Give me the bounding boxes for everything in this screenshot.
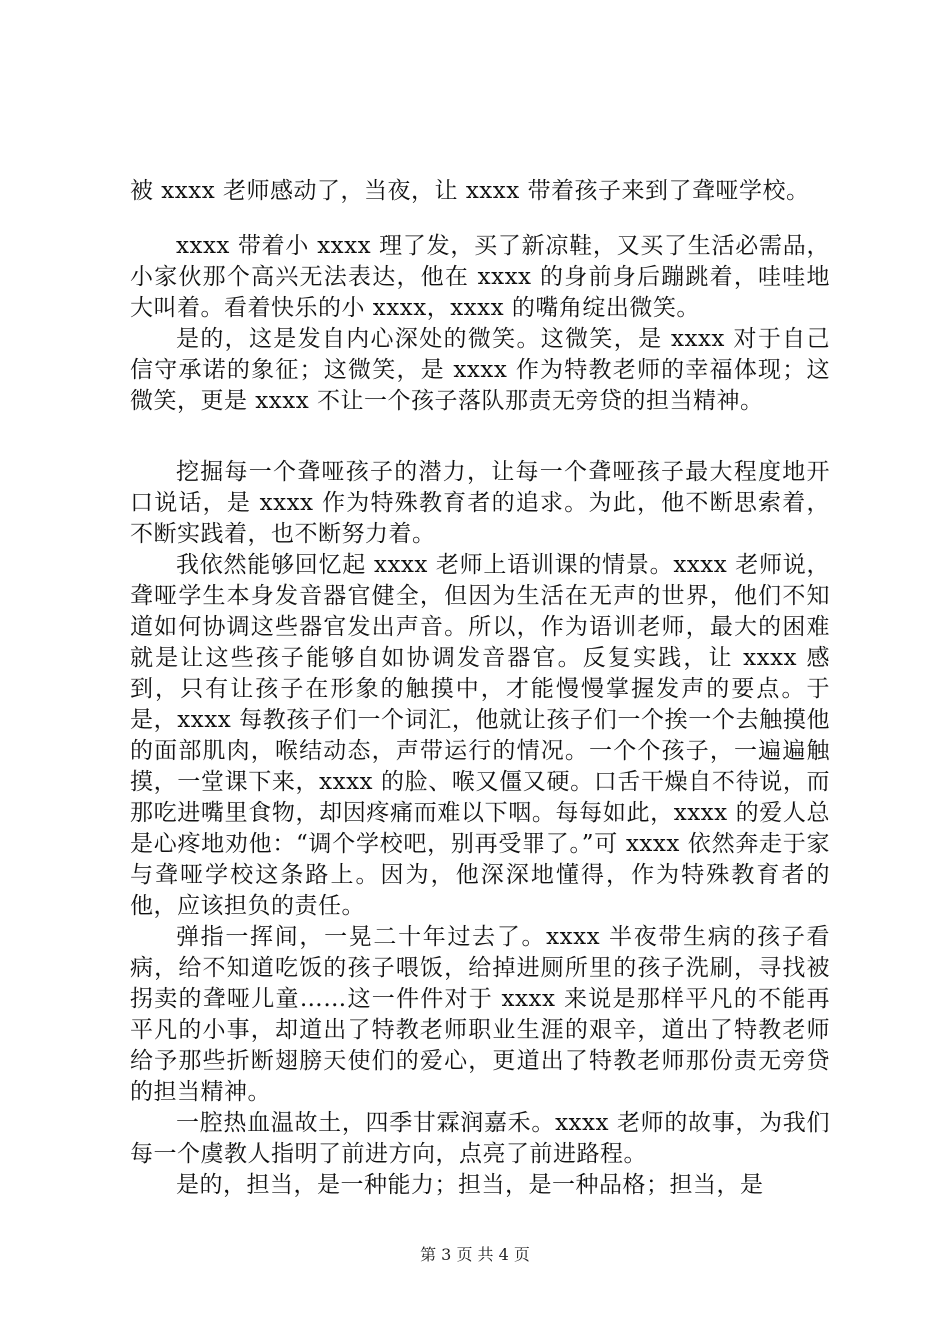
paragraph-continuation: 被 xxxx 老师感动了，当夜，让 xxxx 带着孩子来到了聋哑学校。 [130,178,810,204]
paragraph: 挖掘每一个聋哑孩子的潜力，让每一个聋哑孩子最大程度地开口说话，是 xxxx 作为特殊教育者的追求。为此，他不断思索着，不断实践着，也不断努力着。 [130,459,830,547]
paragraph: 一腔热血温故土，四季甘霖润嘉禾。xxxx 老师的故事，为我们每一个虞教人指明了前进方向，点亮了前进路程。 [130,1110,830,1167]
page-number-footer: 第 3 页 共 4 页 [420,1245,530,1264]
paragraph-partial: 是的，担当，是一种能力；担当，是一种品格；担当，是 [176,1172,764,1198]
paragraph: xxxx 带着小 xxxx 理了发，买了新凉鞋，又买了生活必需品，小家伙那个高兴无法表达，他在 xxxx 的身前身后蹦跳着，哇哇地大叫着。看着快乐的小 xxxx，xxxx 的嘴角绽出微笑。 [130,233,830,321]
paragraph: 弹指一挥间，一晃二十年过去了。xxxx 半夜带生病的孩子看病，给不知道吃饭的孩子喂饭，给掉进厕所里的孩子洗刷，寻找被拐卖的聋哑儿童……这一件件对于 xxxx 来说是那样平凡的不能再平凡的小事，却道出了特教老师职业生涯的艰辛，道出了特教老师给予那些折断翅膀天使们的爱心，更道出了特教老师那份责无旁贷的担当精神。 [130,924,830,1105]
paragraph-spacer [130,417,830,457]
paragraph: 我依然能够回忆起 xxxx 老师上语训课的情景。xxxx 老师说，聋哑学生本身发音器官健全，但因为生活在无声的世界，他们不知道如何协调这些器官发出声音。所以，作为语训老师，最大的困难就是让这些孩子能够自如协调发音器官。反复实践，让 xxxx 感到，只有让孩子在形象的触摸中，才能慢慢掌握发声的要点。于是，xxxx 每教孩子们一个词汇，他就让孩子们一个挨一个去触摸他的面部肌肉，喉结动态，声带运行的情况。一个个孩子，一遍遍触摸，一堂课下来，xxxx 的脸、喉又僵又硬。口舌干燥自不待说，而那吃进嘴里食物，却因疼痛而难以下咽。每每如此，xxxx 的爱人总是心疼地劝他：“调个学校吧，别再受罪了。”可 xxxx 依然奔走于家与聋哑学校这条路上。因为，他深深地懂得，作为特殊教育者的他，应该担负的责任。 [130,552,830,919]
paragraph: 是的，这是发自内心深处的微笑。这微笑，是 xxxx 对于自己信守承诺的象征；这微笑，是 xxxx 作为特教老师的幸福体现；这微笑，更是 xxxx 不让一个孩子落队那责无旁贷的担当精神。 [130,326,830,414]
paragraph-spacer [130,207,830,231]
body-text [130,176,830,1201]
